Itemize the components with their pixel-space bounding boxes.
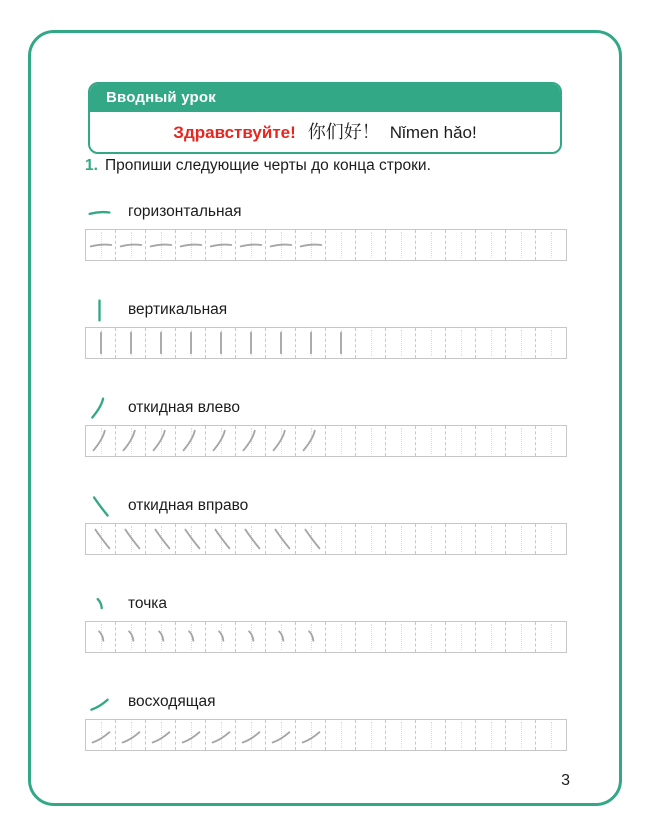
dot-stroke-icon bbox=[87, 623, 115, 651]
practice-cell[interactable] bbox=[176, 328, 206, 358]
practice-grid[interactable] bbox=[85, 327, 567, 359]
practice-cell[interactable] bbox=[536, 622, 566, 652]
practice-cell[interactable] bbox=[326, 720, 356, 750]
stroke-row-header bbox=[85, 686, 567, 718]
practice-cell[interactable] bbox=[506, 426, 536, 456]
practice-cell[interactable] bbox=[506, 328, 536, 358]
falling-right-stroke-icon bbox=[207, 525, 235, 553]
practice-cell[interactable] bbox=[386, 328, 416, 358]
practice-cell[interactable] bbox=[356, 524, 386, 554]
stroke-row-header bbox=[85, 294, 567, 326]
horizontal-stroke-icon bbox=[267, 231, 295, 259]
horizontal-stroke-icon bbox=[237, 231, 265, 259]
lesson-title-bar bbox=[90, 84, 560, 112]
horizontal-stroke-icon bbox=[86, 199, 113, 226]
lesson-header-box bbox=[88, 82, 562, 154]
falling-left-stroke-icon bbox=[267, 427, 295, 455]
practice-cell[interactable] bbox=[86, 524, 116, 554]
practice-cell[interactable] bbox=[416, 524, 446, 554]
practice-cell[interactable] bbox=[146, 622, 176, 652]
greeting-line bbox=[90, 112, 560, 152]
greeting-russian: Здравствуйте! bbox=[173, 123, 296, 142]
practice-cell[interactable] bbox=[386, 524, 416, 554]
rising-stroke-icon bbox=[117, 721, 145, 749]
practice-cell[interactable] bbox=[386, 622, 416, 652]
stroke-practice-rows bbox=[85, 196, 567, 784]
practice-cell[interactable] bbox=[506, 524, 536, 554]
practice-cell[interactable] bbox=[476, 622, 506, 652]
practice-cell[interactable] bbox=[536, 426, 566, 456]
practice-cell[interactable] bbox=[236, 622, 266, 652]
vertical-stroke-icon bbox=[86, 297, 113, 324]
practice-cell[interactable] bbox=[146, 524, 176, 554]
rising-stroke-icon bbox=[177, 721, 205, 749]
falling-left-stroke-icon bbox=[207, 427, 235, 455]
practice-cell[interactable] bbox=[266, 622, 296, 652]
page-number: 3 bbox=[561, 772, 570, 789]
dot-stroke-icon bbox=[147, 623, 175, 651]
practice-grid[interactable] bbox=[85, 523, 567, 555]
practice-cell[interactable] bbox=[446, 426, 476, 456]
greeting-pinyin: Nǐmen hǎo! bbox=[389, 123, 477, 142]
practice-cell[interactable] bbox=[86, 328, 116, 358]
practice-cell[interactable] bbox=[476, 230, 506, 260]
practice-cell[interactable] bbox=[296, 426, 326, 456]
stroke-name-label: откидная влево bbox=[128, 399, 240, 416]
falling-right-stroke-icon bbox=[267, 525, 295, 553]
vertical-stroke-icon bbox=[177, 329, 205, 357]
stroke-row-header bbox=[85, 392, 567, 424]
stroke-name-label: откидная вправо bbox=[128, 497, 249, 514]
practice-cell[interactable] bbox=[146, 426, 176, 456]
practice-cell[interactable] bbox=[296, 524, 326, 554]
practice-cell[interactable] bbox=[236, 230, 266, 260]
exercise-text: Пропиши следующие черты до конца строки. bbox=[104, 157, 431, 174]
practice-cell[interactable] bbox=[386, 230, 416, 260]
practice-cell[interactable] bbox=[386, 426, 416, 456]
stroke-example-icon bbox=[85, 394, 113, 422]
falling-left-stroke-icon bbox=[297, 427, 325, 455]
practice-cell[interactable] bbox=[476, 524, 506, 554]
stroke-example-icon bbox=[85, 198, 113, 226]
practice-cell[interactable] bbox=[446, 524, 476, 554]
practice-cell[interactable] bbox=[266, 524, 296, 554]
falling-right-stroke-icon bbox=[117, 525, 145, 553]
practice-cell[interactable] bbox=[266, 426, 296, 456]
stroke-row-header bbox=[85, 588, 567, 620]
falling-right-stroke-icon bbox=[297, 525, 325, 553]
dot-stroke-icon bbox=[117, 623, 145, 651]
practice-cell[interactable] bbox=[506, 720, 536, 750]
practice-cell[interactable] bbox=[236, 524, 266, 554]
practice-cell[interactable] bbox=[206, 426, 236, 456]
practice-cell[interactable] bbox=[296, 720, 326, 750]
practice-cell[interactable] bbox=[236, 328, 266, 358]
falling-right-stroke-icon bbox=[237, 525, 265, 553]
falling-left-stroke-icon bbox=[87, 427, 115, 455]
practice-cell[interactable] bbox=[206, 720, 236, 750]
practice-cell[interactable] bbox=[116, 426, 146, 456]
practice-cell[interactable] bbox=[536, 230, 566, 260]
stroke-row-header bbox=[85, 196, 567, 228]
practice-cell[interactable] bbox=[416, 426, 446, 456]
stroke-practice-row bbox=[85, 490, 567, 588]
vertical-stroke-icon bbox=[147, 329, 175, 357]
practice-grid[interactable] bbox=[85, 229, 567, 261]
practice-cell[interactable] bbox=[266, 720, 296, 750]
stroke-practice-row bbox=[85, 392, 567, 490]
stroke-practice-row bbox=[85, 294, 567, 392]
practice-cell[interactable] bbox=[206, 622, 236, 652]
practice-cell[interactable] bbox=[176, 720, 206, 750]
practice-cell[interactable] bbox=[116, 524, 146, 554]
falling-right-stroke-icon bbox=[87, 525, 115, 553]
stroke-example-icon bbox=[85, 296, 113, 324]
falling-right-stroke-icon bbox=[86, 493, 113, 520]
practice-grid[interactable] bbox=[85, 621, 567, 653]
practice-cell[interactable] bbox=[206, 230, 236, 260]
practice-cell[interactable] bbox=[176, 524, 206, 554]
practice-cell[interactable] bbox=[386, 720, 416, 750]
stroke-name-label: горизонтальная bbox=[128, 203, 242, 220]
greeting-chinese: 你们好！ bbox=[307, 122, 380, 143]
vertical-stroke-icon bbox=[267, 329, 295, 357]
practice-cell[interactable] bbox=[416, 720, 446, 750]
practice-cell[interactable] bbox=[416, 230, 446, 260]
practice-cell[interactable] bbox=[476, 720, 506, 750]
rising-stroke-icon bbox=[267, 721, 295, 749]
practice-cell[interactable] bbox=[206, 328, 236, 358]
vertical-stroke-icon bbox=[117, 329, 145, 357]
practice-cell[interactable] bbox=[116, 230, 146, 260]
practice-cell[interactable] bbox=[356, 622, 386, 652]
horizontal-stroke-icon bbox=[147, 231, 175, 259]
rising-stroke-icon bbox=[297, 721, 325, 749]
practice-cell[interactable] bbox=[506, 230, 536, 260]
practice-cell[interactable] bbox=[296, 230, 326, 260]
practice-cell[interactable] bbox=[116, 328, 146, 358]
practice-cell[interactable] bbox=[446, 230, 476, 260]
practice-cell[interactable] bbox=[416, 328, 446, 358]
vertical-stroke-icon bbox=[297, 329, 325, 357]
stroke-name-label: восходящая bbox=[128, 693, 216, 710]
dot-stroke-icon bbox=[297, 623, 325, 651]
practice-cell[interactable] bbox=[146, 230, 176, 260]
horizontal-stroke-icon bbox=[207, 231, 235, 259]
rising-stroke-icon bbox=[237, 721, 265, 749]
practice-cell[interactable] bbox=[326, 426, 356, 456]
practice-grid[interactable] bbox=[85, 719, 567, 751]
practice-cell[interactable] bbox=[266, 230, 296, 260]
practice-cell[interactable] bbox=[446, 622, 476, 652]
horizontal-stroke-icon bbox=[117, 231, 145, 259]
practice-cell[interactable] bbox=[86, 622, 116, 652]
practice-cell[interactable] bbox=[476, 328, 506, 358]
practice-cell[interactable] bbox=[146, 328, 176, 358]
practice-cell[interactable] bbox=[266, 328, 296, 358]
practice-cell[interactable] bbox=[236, 720, 266, 750]
falling-left-stroke-icon bbox=[117, 427, 145, 455]
horizontal-stroke-icon bbox=[177, 231, 205, 259]
dot-stroke-icon bbox=[177, 623, 205, 651]
vertical-stroke-icon bbox=[237, 329, 265, 357]
practice-cell[interactable] bbox=[86, 426, 116, 456]
practice-cell[interactable] bbox=[536, 720, 566, 750]
stroke-name-label: точка bbox=[128, 595, 168, 612]
practice-cell[interactable] bbox=[476, 426, 506, 456]
lesson-title: Вводный урок bbox=[106, 89, 216, 106]
vertical-stroke-icon bbox=[87, 329, 115, 357]
practice-cell[interactable] bbox=[86, 230, 116, 260]
practice-cell[interactable] bbox=[176, 622, 206, 652]
stroke-example-icon bbox=[85, 492, 113, 520]
stroke-example-icon bbox=[85, 590, 113, 618]
falling-left-stroke-icon bbox=[86, 395, 113, 422]
practice-cell[interactable] bbox=[116, 720, 146, 750]
dot-stroke-icon bbox=[237, 623, 265, 651]
dot-stroke-icon bbox=[86, 591, 113, 618]
practice-cell[interactable] bbox=[326, 524, 356, 554]
practice-cell[interactable] bbox=[236, 426, 266, 456]
practice-cell[interactable] bbox=[356, 230, 386, 260]
practice-cell[interactable] bbox=[176, 426, 206, 456]
practice-cell[interactable] bbox=[146, 720, 176, 750]
practice-cell[interactable] bbox=[446, 328, 476, 358]
rising-stroke-icon bbox=[87, 721, 115, 749]
practice-cell[interactable] bbox=[536, 524, 566, 554]
exercise-instruction bbox=[85, 157, 431, 175]
practice-cell[interactable] bbox=[356, 426, 386, 456]
rising-stroke-icon bbox=[147, 721, 175, 749]
horizontal-stroke-icon bbox=[87, 231, 115, 259]
practice-cell[interactable] bbox=[536, 328, 566, 358]
vertical-stroke-icon bbox=[327, 329, 355, 357]
falling-left-stroke-icon bbox=[237, 427, 265, 455]
stroke-practice-row bbox=[85, 588, 567, 686]
exercise-number: 1. bbox=[85, 157, 98, 174]
practice-cell[interactable] bbox=[356, 720, 386, 750]
vertical-stroke-icon bbox=[207, 329, 235, 357]
practice-cell[interactable] bbox=[356, 328, 386, 358]
practice-grid[interactable] bbox=[85, 425, 567, 457]
practice-cell[interactable] bbox=[296, 622, 326, 652]
practice-cell[interactable] bbox=[446, 720, 476, 750]
dot-stroke-icon bbox=[207, 623, 235, 651]
falling-right-stroke-icon bbox=[177, 525, 205, 553]
practice-cell[interactable] bbox=[206, 524, 236, 554]
falling-left-stroke-icon bbox=[147, 427, 175, 455]
falling-left-stroke-icon bbox=[177, 427, 205, 455]
rising-stroke-icon bbox=[86, 689, 113, 716]
stroke-practice-row bbox=[85, 196, 567, 294]
stroke-row-header bbox=[85, 490, 567, 522]
stroke-example-icon bbox=[85, 688, 113, 716]
stroke-practice-row bbox=[85, 686, 567, 784]
dot-stroke-icon bbox=[267, 623, 295, 651]
practice-cell[interactable] bbox=[176, 230, 206, 260]
falling-right-stroke-icon bbox=[147, 525, 175, 553]
practice-cell[interactable] bbox=[296, 328, 326, 358]
practice-cell[interactable] bbox=[506, 622, 536, 652]
horizontal-stroke-icon bbox=[297, 231, 325, 259]
practice-cell[interactable] bbox=[326, 328, 356, 358]
practice-cell[interactable] bbox=[86, 720, 116, 750]
practice-cell[interactable] bbox=[326, 622, 356, 652]
practice-cell[interactable] bbox=[116, 622, 146, 652]
rising-stroke-icon bbox=[207, 721, 235, 749]
practice-cell[interactable] bbox=[416, 622, 446, 652]
stroke-name-label: вертикальная bbox=[128, 301, 228, 318]
practice-cell[interactable] bbox=[326, 230, 356, 260]
